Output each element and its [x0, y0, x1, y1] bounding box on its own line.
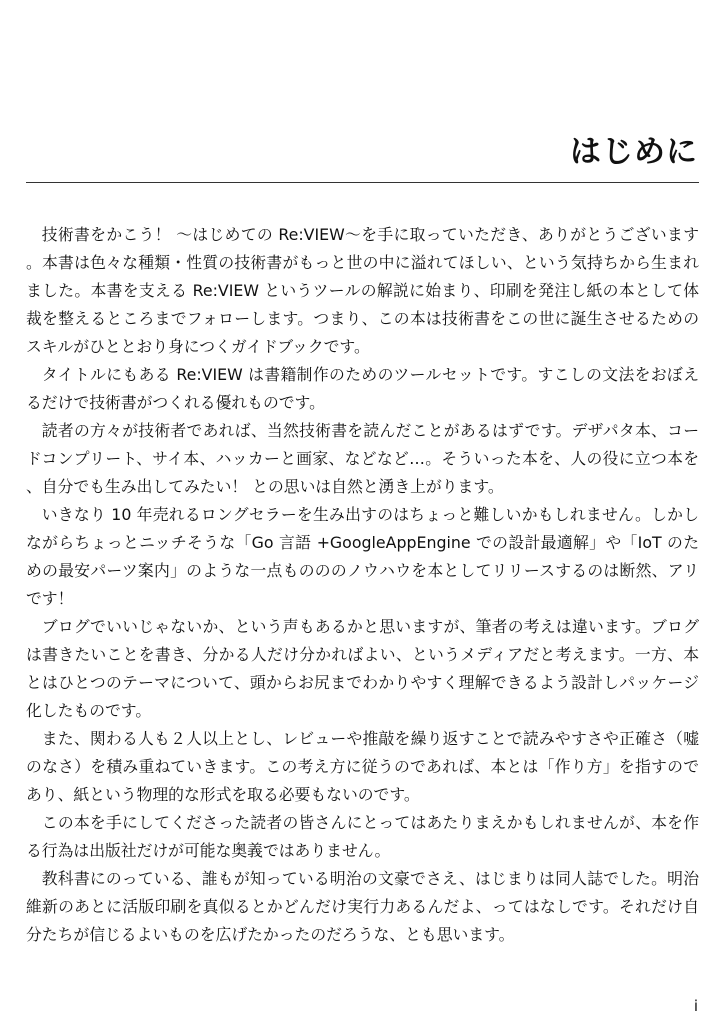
page-number: i [693, 997, 698, 1015]
paragraph: 技術書をかこう！ 〜はじめての Re:VIEW〜を手に取っていただき、ありがとうございます。本書は色々な種類・性質の技術書がもっと世の中に溢れてほしい、という気持ちから生まれました。本書を支える Re:VIEW というツールの解説に始まり、印刷を発注し紙の本として体裁を整えるところまでフォローします。つまり、この本は技術書をこの世に誕生させるためのスキルがひととおり身につくガイドブックです。 [26, 225, 699, 356]
paragraph: また、関わる人も２人以上とし、レビューや推敲を繰り返すことで読みやすさや正確さ（嘘のなさ）を積み重ねていきます。この考え方に従うのであれば、本とは「作り方」を指すのであり、紙という物理的な形式を取る必要もないのです。 [26, 729, 699, 804]
chapter-title: はじめに [570, 134, 698, 170]
title-divider [26, 182, 699, 183]
paragraph: いきなり 10 年売れるロングセラーを生み出すのはちょっと難しいかもしれません。しかしながらちょっとニッチそうな「Go 言語 +GoogleAppEngine での設計最適解」や「IoT のための最安パーツ案内」のような一点ものののノウハウを本としてリリースするのは断然、アリです！ [26, 505, 699, 608]
body-text [26, 221, 699, 949]
paragraph: ブログでいいじゃないか、という声もあるかと思いますが、筆者の考えは違います。ブログは書きたいことを書き、分かる人だけ分かればよい、というメディアだと考えます。一方、本とはひとつのテーマについて、頭からお尻までわかりやすく理解できるよう設計しパッケージ化したものです。 [26, 617, 699, 720]
paragraph: この本を手にしてくださった読者の皆さんにとってはあたりまえかもしれませんが、本を作る行為は出版社だけが可能な奥義ではありません。 [26, 813, 699, 860]
paragraph: 読者の方々が技術者であれば、当然技術書を読んだことがあるはずです。デザパタ本、コードコンプリート、サイ本、ハッカーと画家、などなど…。そういった本を、人の役に立つ本を、自分でも生み出してみたい！ との思いは自然と湧き上がります。 [26, 421, 699, 496]
paragraph: タイトルにもある Re:VIEW は書籍制作のためのツールセットです。すこしの文法をおぼえるだけで技術書がつくれる優れものです。 [26, 365, 699, 412]
paragraph: 教科書にのっている、誰もが知っている明治の文豪でさえ、はじまりは同人誌でした。明治維新のあとに活版印刷を真似るとかどんだけ実行力あるんだよ、ってはなしです。それだけ自分たちが信じるよいものを広げたかったのだろうな、とも思います。 [26, 869, 699, 944]
